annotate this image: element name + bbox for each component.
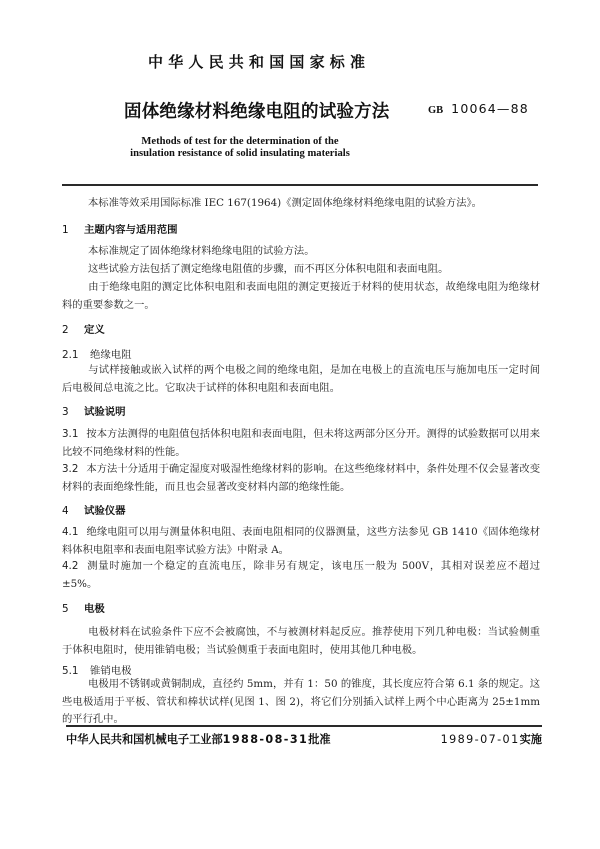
subsection-5-1-heading [62,662,132,677]
subsection-5-1-text [62,676,540,729]
section-title: 定义 [84,324,105,336]
section-1-heading [62,221,178,236]
subsection-number: 3.1 [62,428,79,440]
standard-code: 10064—88 [451,101,529,116]
paragraph-text: 这些试验方法包括了测定绝缘电阻值的步骤，而不再区分体积电阻和表面电阻。 [88,263,449,275]
paragraph-text: 按本方法测得的电阻值包括体积电阻和表面电阻，但未将这两部分区分开。测得的试验数据可以用来比较不同绝缘材料的性能。 [62,428,540,458]
subsection-number: 4.2 [62,560,79,572]
intro-text: 本标准等效采用国际标准 IEC 167(1964)《测定固体绝缘材料绝缘电阻的试验方法》。 [88,197,482,209]
section-number: 3 [62,406,69,418]
section-4-heading [62,502,126,517]
section-3-heading [62,403,126,418]
paragraph-text: 由于绝缘电阻的测定比体积电阻和表面电阻的测定更接近于材料的使用状态，故绝缘电阻为绝缘材料的重要参数之一。 [62,281,540,311]
section-number: 4 [62,505,69,517]
header-divider [62,184,538,186]
effective-label: 实施 [519,733,542,746]
subsection-number: 4.1 [62,526,79,538]
paragraph-text: 本方法十分适用于确定湿度对吸湿性绝缘材料的影响。在这些绝缘材料中，条件处理不仅会显著改变材料的表面绝缘性能，而且也会显著改变材料内部的绝缘性能。 [62,463,540,493]
paragraph-text: 测量时施加一个稳定的直流电压，除非另有规定，该电压一般为 500V，其相对误差应不超过±5%。 [62,560,540,590]
paragraph-text: 本标准规定了固体绝缘材料绝缘电阻的试验方法。 [88,245,315,257]
subsection-title: 绝缘电阻 [90,349,132,361]
effective-date: 1989-07-01 [440,733,520,746]
subsection-3-2 [62,461,540,496]
section-1-paragraph-1 [62,243,540,261]
paragraph-text: 电极材料在试验条件下应不会被腐蚀，不与被测材料起反应。推荐使用下列几种电极：当试验侧重于体积电阻时，使用锥销电极；当试验侧重于表面电阻时，使用其他几种电极。 [62,626,540,656]
subsection-number: 3.2 [62,463,79,475]
section-number: 1 [62,224,69,236]
national-standard-header: 中华人民共和国国家标准 [148,53,371,71]
intro-paragraph [62,195,540,213]
subsection-title: 锥销电极 [90,665,132,677]
section-title: 试验说明 [84,406,126,418]
section-number: 2 [62,324,69,336]
section-number: 5 [62,603,69,615]
section-title: 主题内容与适用范围 [84,224,178,236]
footer-effective [441,731,542,747]
standard-prefix: GB [428,105,444,116]
approval-date: 1988-08-31 [222,733,309,746]
section-5-heading [62,600,105,615]
paragraph-text: 绝缘电阻可以用与测量体积电阻、表面电阻相同的仪器测量，这些方法参见 GB 1410《固体绝缘材料体积电阻率和表面电阻率试验方法》中附录 A。 [62,526,540,556]
approver-name: 中华人民共和国机械电子工业部 [66,733,223,746]
subsection-number: 2.1 [62,349,79,361]
approval-label: 批准 [308,733,331,746]
subsection-2-1-text [62,362,540,397]
footer-divider [66,725,542,727]
title-en-line-1: Methods of test for the determination of the [141,136,339,147]
subsection-number: 5.1 [62,665,79,677]
title-en-line-2: insulation resistance of solid insulating materials [130,148,350,159]
document-title-cn: 固体绝缘材料绝缘电阻的试验方法 [124,102,390,122]
subsection-4-1 [62,524,540,559]
section-1-paragraph-2 [62,261,540,279]
section-title: 试验仪器 [84,505,126,517]
paragraph-text: 电极用不锈钢或黄铜制成，直径约 5mm，并有 1：50 的锥度，其长度应符合第 6.1 条的规定。这些电极适用于平板、管状和棒状试样(见图 1、图 2)，将它们分别插入试样上两个中心距离为 25±1mm 的平行孔中。 [62,678,540,725]
footer-approval [66,731,331,747]
paragraph-text: 与试样接触或嵌入试样的两个电极之间的绝缘电阻，是加在电极上的直流电压与施加电压一定时间后电极间总电流之比。它取决于试样的体积电阻和表面电阻。 [62,364,540,394]
section-2-heading [62,321,105,336]
subsection-3-1 [62,426,540,461]
section-title: 电极 [84,603,105,615]
section-5-paragraph-1 [62,624,540,659]
section-1-paragraph-3 [62,279,540,314]
standard-number [428,101,529,117]
document-title-en [100,136,380,160]
subsection-4-2 [62,558,540,593]
subsection-2-1-heading [62,346,132,361]
